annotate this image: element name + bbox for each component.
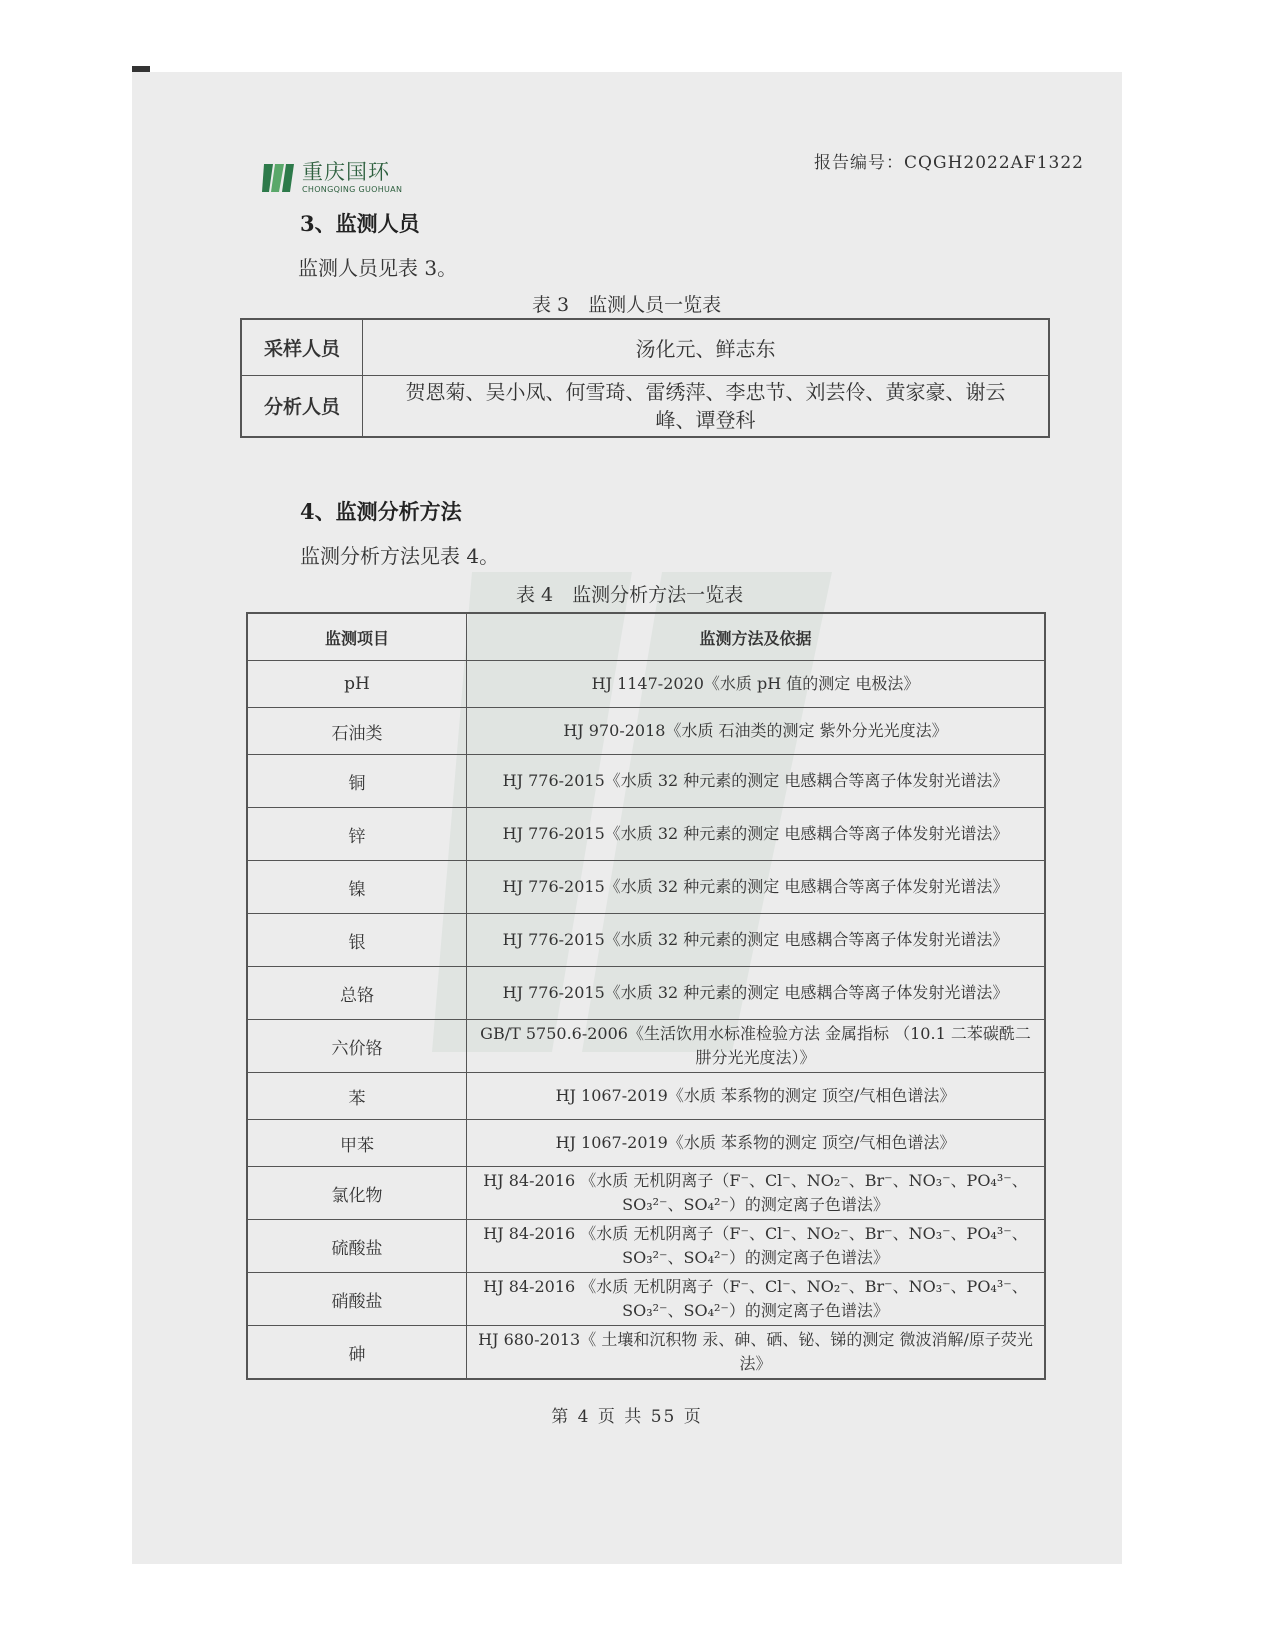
table-row <box>247 1073 1045 1120</box>
table-row <box>247 1120 1045 1167</box>
monitoring-item: 硝酸盐 <box>247 1273 467 1326</box>
table-header-row <box>247 613 1045 661</box>
monitoring-method: HJ 1067-2019《水质 苯系物的测定 顶空/气相色谱法》 <box>467 1120 1046 1167</box>
table-row <box>241 319 1049 375</box>
monitoring-method: HJ 84-2016 《水质 无机阴离子（F⁻、Cl⁻、NO₂⁻、Br⁻、NO₃⁻、PO₄³⁻、SO₃²⁻、SO₄²⁻）的测定离子色谱法》 <box>467 1273 1046 1326</box>
monitoring-item: 氯化物 <box>247 1167 467 1220</box>
table-row <box>247 755 1045 808</box>
guohuan-logo-icon <box>260 160 296 196</box>
monitoring-method: HJ 970-2018《水质 石油类的测定 紫外分光光度法》 <box>467 708 1046 755</box>
document-page <box>132 72 1122 1564</box>
table-row <box>247 1273 1045 1326</box>
monitoring-method: HJ 776-2015《水质 32 种元素的测定 电感耦合等离子体发射光谱法》 <box>467 755 1046 808</box>
personnel-table <box>240 318 1050 438</box>
monitoring-item: 苯 <box>247 1073 467 1120</box>
table-row <box>247 708 1045 755</box>
monitoring-item: 石油类 <box>247 708 467 755</box>
section4-paragraph: 监测分析方法见表 4。 <box>300 544 500 568</box>
table-row <box>247 1326 1045 1380</box>
table-row <box>247 1020 1045 1073</box>
monitoring-method: HJ 84-2016 《水质 无机阴离子（F⁻、Cl⁻、NO₂⁻、Br⁻、NO₃⁻、PO₄³⁻、SO₃²⁻、SO₄²⁻）的测定离子色谱法》 <box>467 1167 1046 1220</box>
monitoring-method: HJ 776-2015《水质 32 种元素的测定 电感耦合等离子体发射光谱法》 <box>467 808 1046 861</box>
monitoring-method: HJ 776-2015《水质 32 种元素的测定 电感耦合等离子体发射光谱法》 <box>467 967 1046 1020</box>
section4-heading: 4、监测分析方法 <box>300 499 462 524</box>
personnel-label: 分析人员 <box>241 375 363 437</box>
monitoring-method: HJ 1067-2019《水质 苯系物的测定 顶空/气相色谱法》 <box>467 1073 1046 1120</box>
table3-caption: 表 3 监测人员一览表 <box>532 294 722 316</box>
methods-table <box>246 612 1046 1380</box>
section3-heading: 3、监测人员 <box>300 211 420 236</box>
table-row <box>247 661 1045 708</box>
monitoring-item: 甲苯 <box>247 1120 467 1167</box>
monitoring-item: 镍 <box>247 861 467 914</box>
logo-chinese-name: 重庆国环 <box>302 160 390 184</box>
table-row <box>247 1220 1045 1273</box>
monitoring-item: 六价铬 <box>247 1020 467 1073</box>
table-row <box>247 808 1045 861</box>
monitoring-method: HJ 680-2013《 土壤和沉积物 汞、砷、硒、铋、锑的测定 微波消解/原子荧光法》 <box>467 1326 1046 1380</box>
monitoring-method: GB/T 5750.6-2006《生活饮用水标准检验方法 金属指标 （10.1 二苯碳酰二肼分光光度法）》 <box>467 1020 1046 1073</box>
company-logo <box>260 160 402 196</box>
table-row <box>247 967 1045 1020</box>
monitoring-item: 总铬 <box>247 967 467 1020</box>
monitoring-item: 铜 <box>247 755 467 808</box>
table4-caption: 表 4 监测分析方法一览表 <box>516 584 744 606</box>
page-number-footer: 第 4 页 共 55 页 <box>551 1407 703 1427</box>
personnel-value: 汤化元、鲜志东 <box>363 319 1050 375</box>
section3-paragraph: 监测人员见表 3。 <box>298 256 458 280</box>
column-header-item: 监测项目 <box>247 613 467 661</box>
monitoring-method: HJ 776-2015《水质 32 种元素的测定 电感耦合等离子体发射光谱法》 <box>467 861 1046 914</box>
monitoring-method: HJ 84-2016 《水质 无机阴离子（F⁻、Cl⁻、NO₂⁻、Br⁻、NO₃⁻、PO₄³⁻、SO₃²⁻、SO₄²⁻）的测定离子色谱法》 <box>467 1220 1046 1273</box>
monitoring-method: HJ 776-2015《水质 32 种元素的测定 电感耦合等离子体发射光谱法》 <box>467 914 1046 967</box>
monitoring-item: 锌 <box>247 808 467 861</box>
monitoring-item: 硫酸盐 <box>247 1220 467 1273</box>
report-number: 报告编号：CQGH2022AF1322 <box>814 153 1084 173</box>
personnel-label: 采样人员 <box>241 319 363 375</box>
table-row <box>247 914 1045 967</box>
table-row <box>247 1167 1045 1220</box>
logo-english-name: CHONGQING GUOHUAN <box>302 185 403 194</box>
table-row <box>241 375 1049 437</box>
monitoring-item: pH <box>247 661 467 708</box>
personnel-value: 贺恩菊、吴小凤、何雪琦、雷绣萍、李忠节、刘芸伶、黄家豪、谢云峰、谭登科 <box>363 375 1050 437</box>
monitoring-item: 砷 <box>247 1326 467 1380</box>
monitoring-method: HJ 1147-2020《水质 pH 值的测定 电极法》 <box>467 661 1046 708</box>
monitoring-item: 银 <box>247 914 467 967</box>
table-row <box>247 861 1045 914</box>
column-header-method: 监测方法及依据 <box>467 613 1046 661</box>
